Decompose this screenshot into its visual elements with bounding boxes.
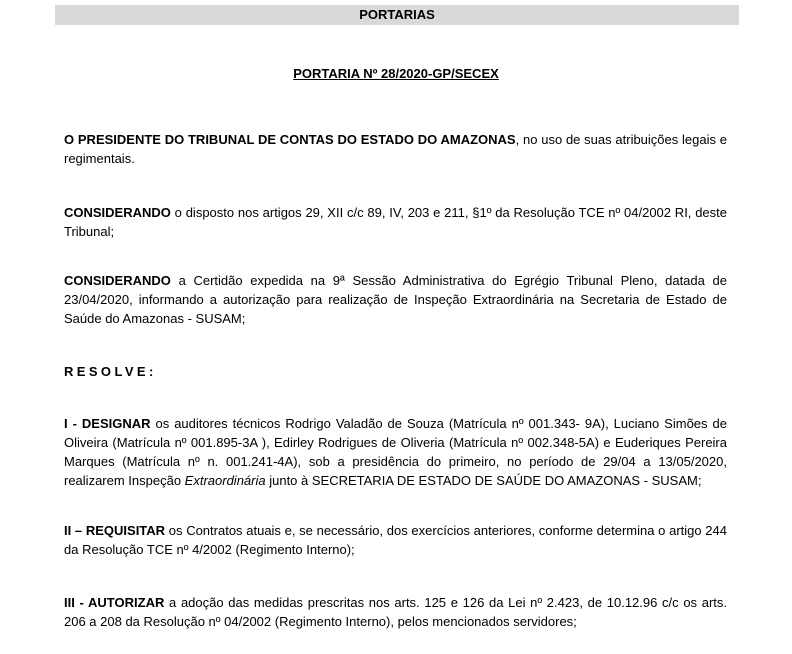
item-1-bold: I - DESIGNAR bbox=[64, 416, 151, 431]
section-title: PORTARIAS bbox=[359, 7, 435, 22]
item-2-paragraph bbox=[64, 521, 727, 559]
considerando-2-bold: CONSIDERANDO bbox=[64, 273, 171, 288]
item-1-paragraph bbox=[64, 414, 727, 490]
item-3-bold: III - AUTORIZAR bbox=[64, 595, 165, 610]
portaria-number: PORTARIA Nº 28/2020-GP/SECEX bbox=[293, 66, 499, 81]
item-3-paragraph bbox=[64, 593, 727, 631]
considerando-paragraph-2 bbox=[64, 271, 727, 328]
intro-paragraph bbox=[64, 130, 727, 168]
considerando-paragraph-1 bbox=[64, 203, 727, 241]
resolve-text: RESOLVE: bbox=[64, 364, 157, 379]
item-1-text-b: junto à SECRETARIA DE ESTADO DE SAÚDE DO AMAZONAS - SUSAM; bbox=[265, 473, 702, 488]
item-1-text-a: os auditores técnicos Rodrigo Valadão de Souza (Matrícula nº 001.343- 9A), Luciano Simões de Oliveira (Matrícula nº 001.895-3A ), Edirley Rodrigues de Oliveria (Matrícula nº 002.348-5A) e Euderiques Pereira Marques (Matrícula nº n. 001.241-4A), sob a presidência do primeiro, no período de 29/04 a 13/05/2020, realizarem Inspeção bbox=[64, 416, 727, 488]
item-1-italic: Extraordinária bbox=[184, 473, 266, 488]
considerando-1-bold: CONSIDERANDO bbox=[64, 205, 171, 220]
document-title bbox=[0, 66, 792, 81]
section-header bbox=[55, 5, 739, 25]
item-2-text: os Contratos atuais e, se necessário, dos exercícios anteriores, conforme determina o artigo 244 da Resolução TCE nº 4/2002 (Regimento Interno); bbox=[64, 523, 727, 557]
intro-text: , no uso de suas atribuições legais e regimentais. bbox=[64, 132, 727, 166]
resolve-heading bbox=[64, 362, 727, 381]
considerando-1-text: o disposto nos artigos 29, XII c/c 89, IV, 203 e 211, §1º da Resolução TCE nº 04/2002 RI, deste Tribunal; bbox=[64, 205, 727, 239]
item-2-bold: II – REQUISITAR bbox=[64, 523, 166, 538]
intro-bold: O PRESIDENTE DO TRIBUNAL DE CONTAS DO ESTADO DO AMAZONAS bbox=[64, 132, 516, 147]
item-3-text: a adoção das medidas prescritas nos arts. 125 e 126 da Lei nº 2.423, de 10.12.96 c/c os arts. 206 a 208 da Resolução nº 04/2002 (Regimento Interno), pelos mencionados servidores; bbox=[64, 595, 728, 629]
considerando-2-text: a Certidão expedida na 9ª Sessão Administrativa do Egrégio Tribunal Pleno, datada de 23/04/2020, informando a autorização para realização de Inspeção Extraordinária na Secretaria de Estado de Saúde do Amazonas - SUSAM; bbox=[64, 273, 727, 326]
